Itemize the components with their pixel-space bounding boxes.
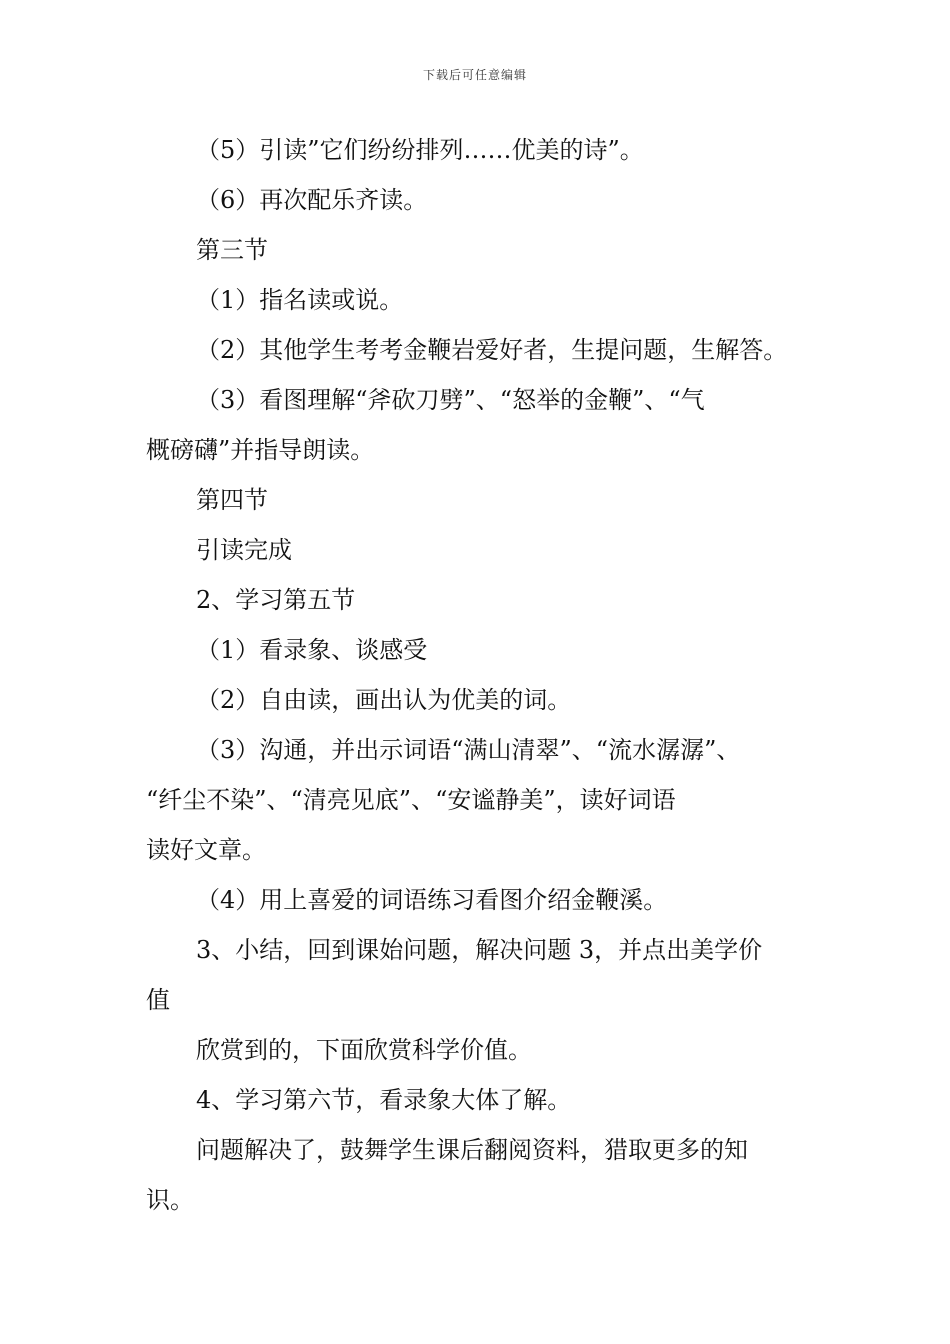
text-line: 引读完成 xyxy=(196,536,292,564)
text-line: （6）再次配乐齐读。 xyxy=(196,186,428,214)
text-line: 值 xyxy=(146,986,170,1014)
text-line: 读好文章。 xyxy=(146,836,266,864)
document-body xyxy=(146,125,826,1225)
text-line: （2）自由读，画出认为优美的词。 xyxy=(196,686,572,714)
text-line: 第四节 xyxy=(196,486,268,514)
text-line: 识。 xyxy=(146,1186,194,1214)
text-line: 4、学习第六节，看录象大体了解。 xyxy=(196,1086,572,1114)
text-line: “纤尘不染”、“清亮见底”、“安谧静美”，读好词语 xyxy=(146,786,676,814)
page-header: 下载后可任意编辑 xyxy=(422,68,527,82)
text-line: （1）指名读或说。 xyxy=(196,286,404,314)
text-line: 概磅礴”并指导朗读。 xyxy=(146,436,375,464)
text-line: （5）引读”它们纷纷排列……优美的诗”。 xyxy=(196,136,644,164)
text-line: （3）看图理解“斧砍刀劈”、“怒举的金鞭”、“气 xyxy=(196,386,705,414)
text-line: （3）沟通，并出示词语“满山清翠”、“流水潺潺”、 xyxy=(196,736,741,764)
text-line: （4）用上喜爱的词语练习看图介绍金鞭溪。 xyxy=(196,886,668,914)
text-line: 欣赏到的，下面欣赏科学价值。 xyxy=(196,1036,532,1064)
text-line: 2、学习第五节 xyxy=(196,586,356,614)
text-line: 问题解决了，鼓舞学生课后翻阅资料，猎取更多的知 xyxy=(196,1136,748,1164)
text-line: 3、小结，回到课始问题，解决问题 3，并点出美学价 xyxy=(196,936,763,964)
text-line: 第三节 xyxy=(196,236,268,264)
text-line: （2）其他学生考考金鞭岩爱好者，生提问题，生解答。 xyxy=(196,336,788,364)
text-line: （1）看录象、谈感受 xyxy=(196,636,428,664)
